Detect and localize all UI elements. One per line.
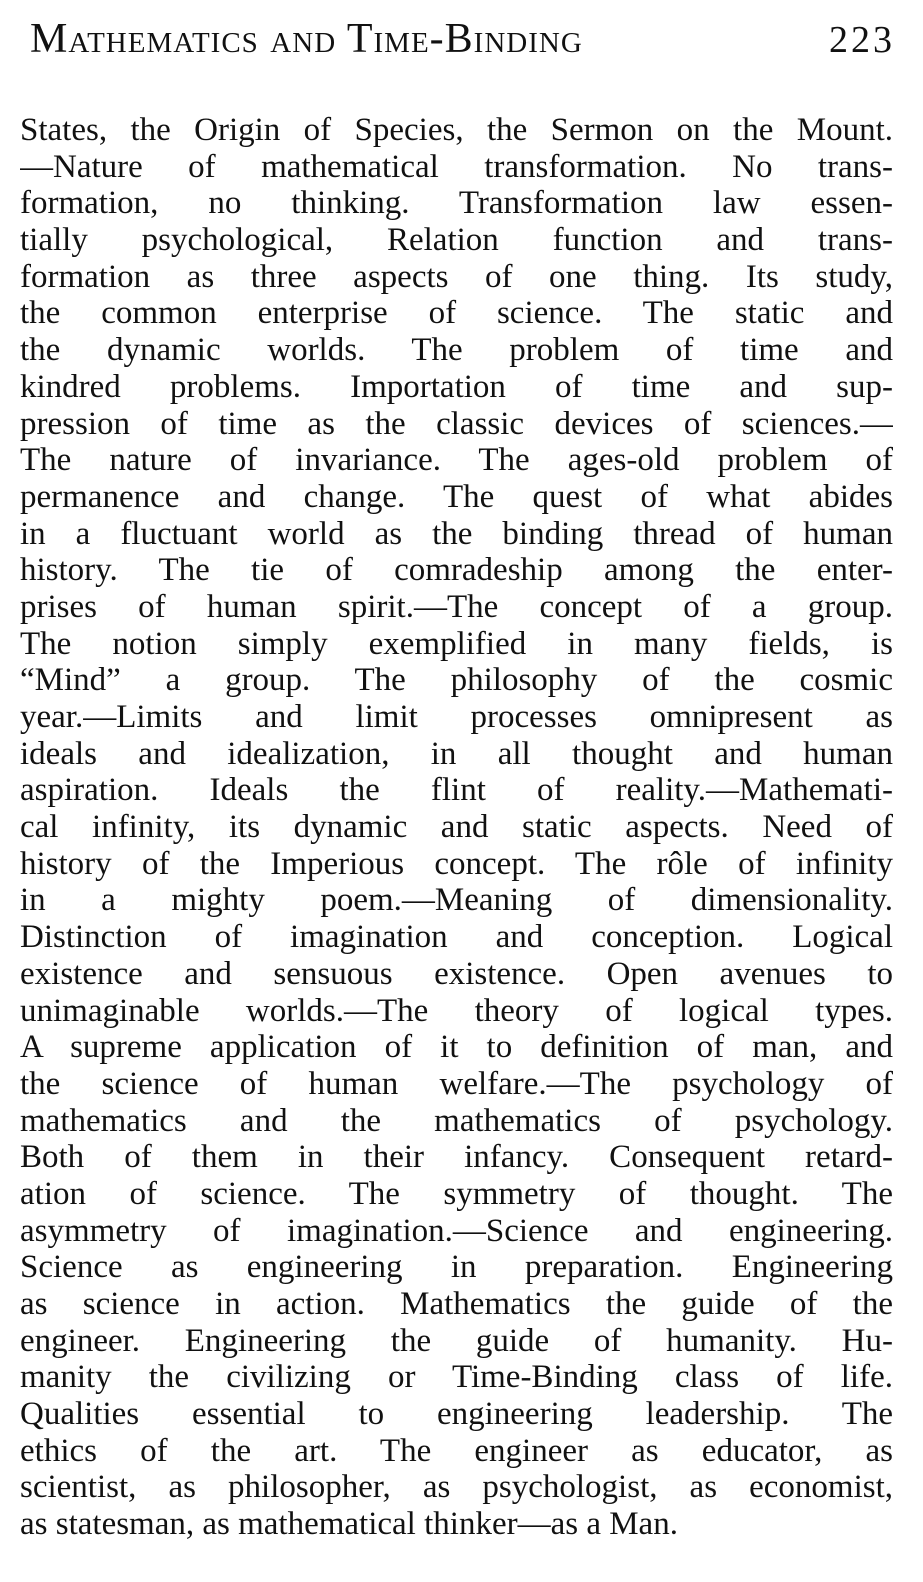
text-line: formation as three aspects of one thing. Its study, — [20, 258, 893, 295]
text-line: tially psychological, Relation function and trans- — [20, 222, 893, 259]
text-line: manity the civilizing or Time-Binding class of life. — [20, 1359, 893, 1396]
running-header — [30, 18, 895, 68]
text-line: history. The tie of comradeship among the enter- — [20, 552, 893, 589]
text-line: the dynamic worlds. The problem of time and — [20, 332, 893, 369]
page-number: 223 — [829, 19, 895, 61]
text-line: engineer. Engineering the guide of humanity. Hu- — [20, 1322, 893, 1359]
text-line: as statesman, as mathematical thinker—as a Man. — [20, 1506, 678, 1543]
text-line: —Nature of mathematical transformation. No trans- — [20, 148, 893, 185]
text-line: States, the Origin of Species, the Sermon on the Mount. — [20, 112, 893, 148]
text-line: in a fluctuant world as the binding thread of human — [20, 515, 893, 552]
text-line: ation of science. The symmetry of thought. The — [20, 1175, 893, 1212]
text-line: “Mind” a group. The philosophy of the cosmic — [20, 662, 893, 699]
text-line: Both of them in their infancy. Consequent retard- — [20, 1139, 893, 1176]
text-line: kindred problems. Importation of time and sup- — [20, 368, 893, 405]
text-line: asymmetry of imagination.—Science and engineering. — [20, 1212, 893, 1249]
text-line: pression of time as the classic devices of sciences.— — [20, 405, 893, 442]
text-line: The notion simply exemplified in many fields, is — [20, 625, 893, 662]
text-line: A supreme application of it to definition of man, and — [20, 1029, 893, 1066]
text-line: the common enterprise of science. The static and — [20, 295, 893, 332]
text-line: as science in action. Mathematics the guide of the — [20, 1286, 893, 1322]
text-line: scientist, as philosopher, as psychologist, as economist, — [20, 1469, 893, 1506]
text-line: history of the Imperious concept. The rôle of infinity — [20, 845, 893, 882]
text-line: Qualities essential to engineering leadership. The — [20, 1396, 893, 1433]
text-line: permanence and change. The quest of what abides — [20, 478, 893, 515]
text-line: existence and sensuous existence. Open avenues to — [20, 955, 893, 992]
text-line: The nature of invariance. The ages-old problem of — [20, 442, 893, 479]
text-line: Distinction of imagination and conception. Logical — [20, 919, 893, 956]
body-paragraph — [20, 112, 893, 1543]
text-line: ideals and idealization, in all thought and human — [20, 735, 893, 772]
text-line: in a mighty poem.—Meaning of dimensionality. — [20, 882, 893, 919]
text-line: unimaginable worlds.—The theory of logical types. — [20, 992, 893, 1029]
text-line: year.—Limits and limit processes omnipresent as — [20, 699, 893, 735]
text-line: Science as engineering in preparation. Engineering — [20, 1249, 893, 1286]
text-line: prises of human spirit.—The concept of a group. — [20, 588, 893, 625]
text-line: ethics of the art. The engineer as educator, as — [20, 1432, 893, 1469]
text-line: cal infinity, its dynamic and static aspects. Need of — [20, 809, 893, 846]
running-title: Mathematics and Time-Binding — [30, 16, 583, 62]
text-line: aspiration. Ideals the flint of reality.—Mathemati- — [20, 772, 893, 809]
text-line: mathematics and the mathematics of psychology. — [20, 1102, 893, 1139]
text-line: formation, no thinking. Transformation law essen- — [20, 185, 893, 222]
text-line: the science of human welfare.—The psychology of — [20, 1065, 893, 1102]
